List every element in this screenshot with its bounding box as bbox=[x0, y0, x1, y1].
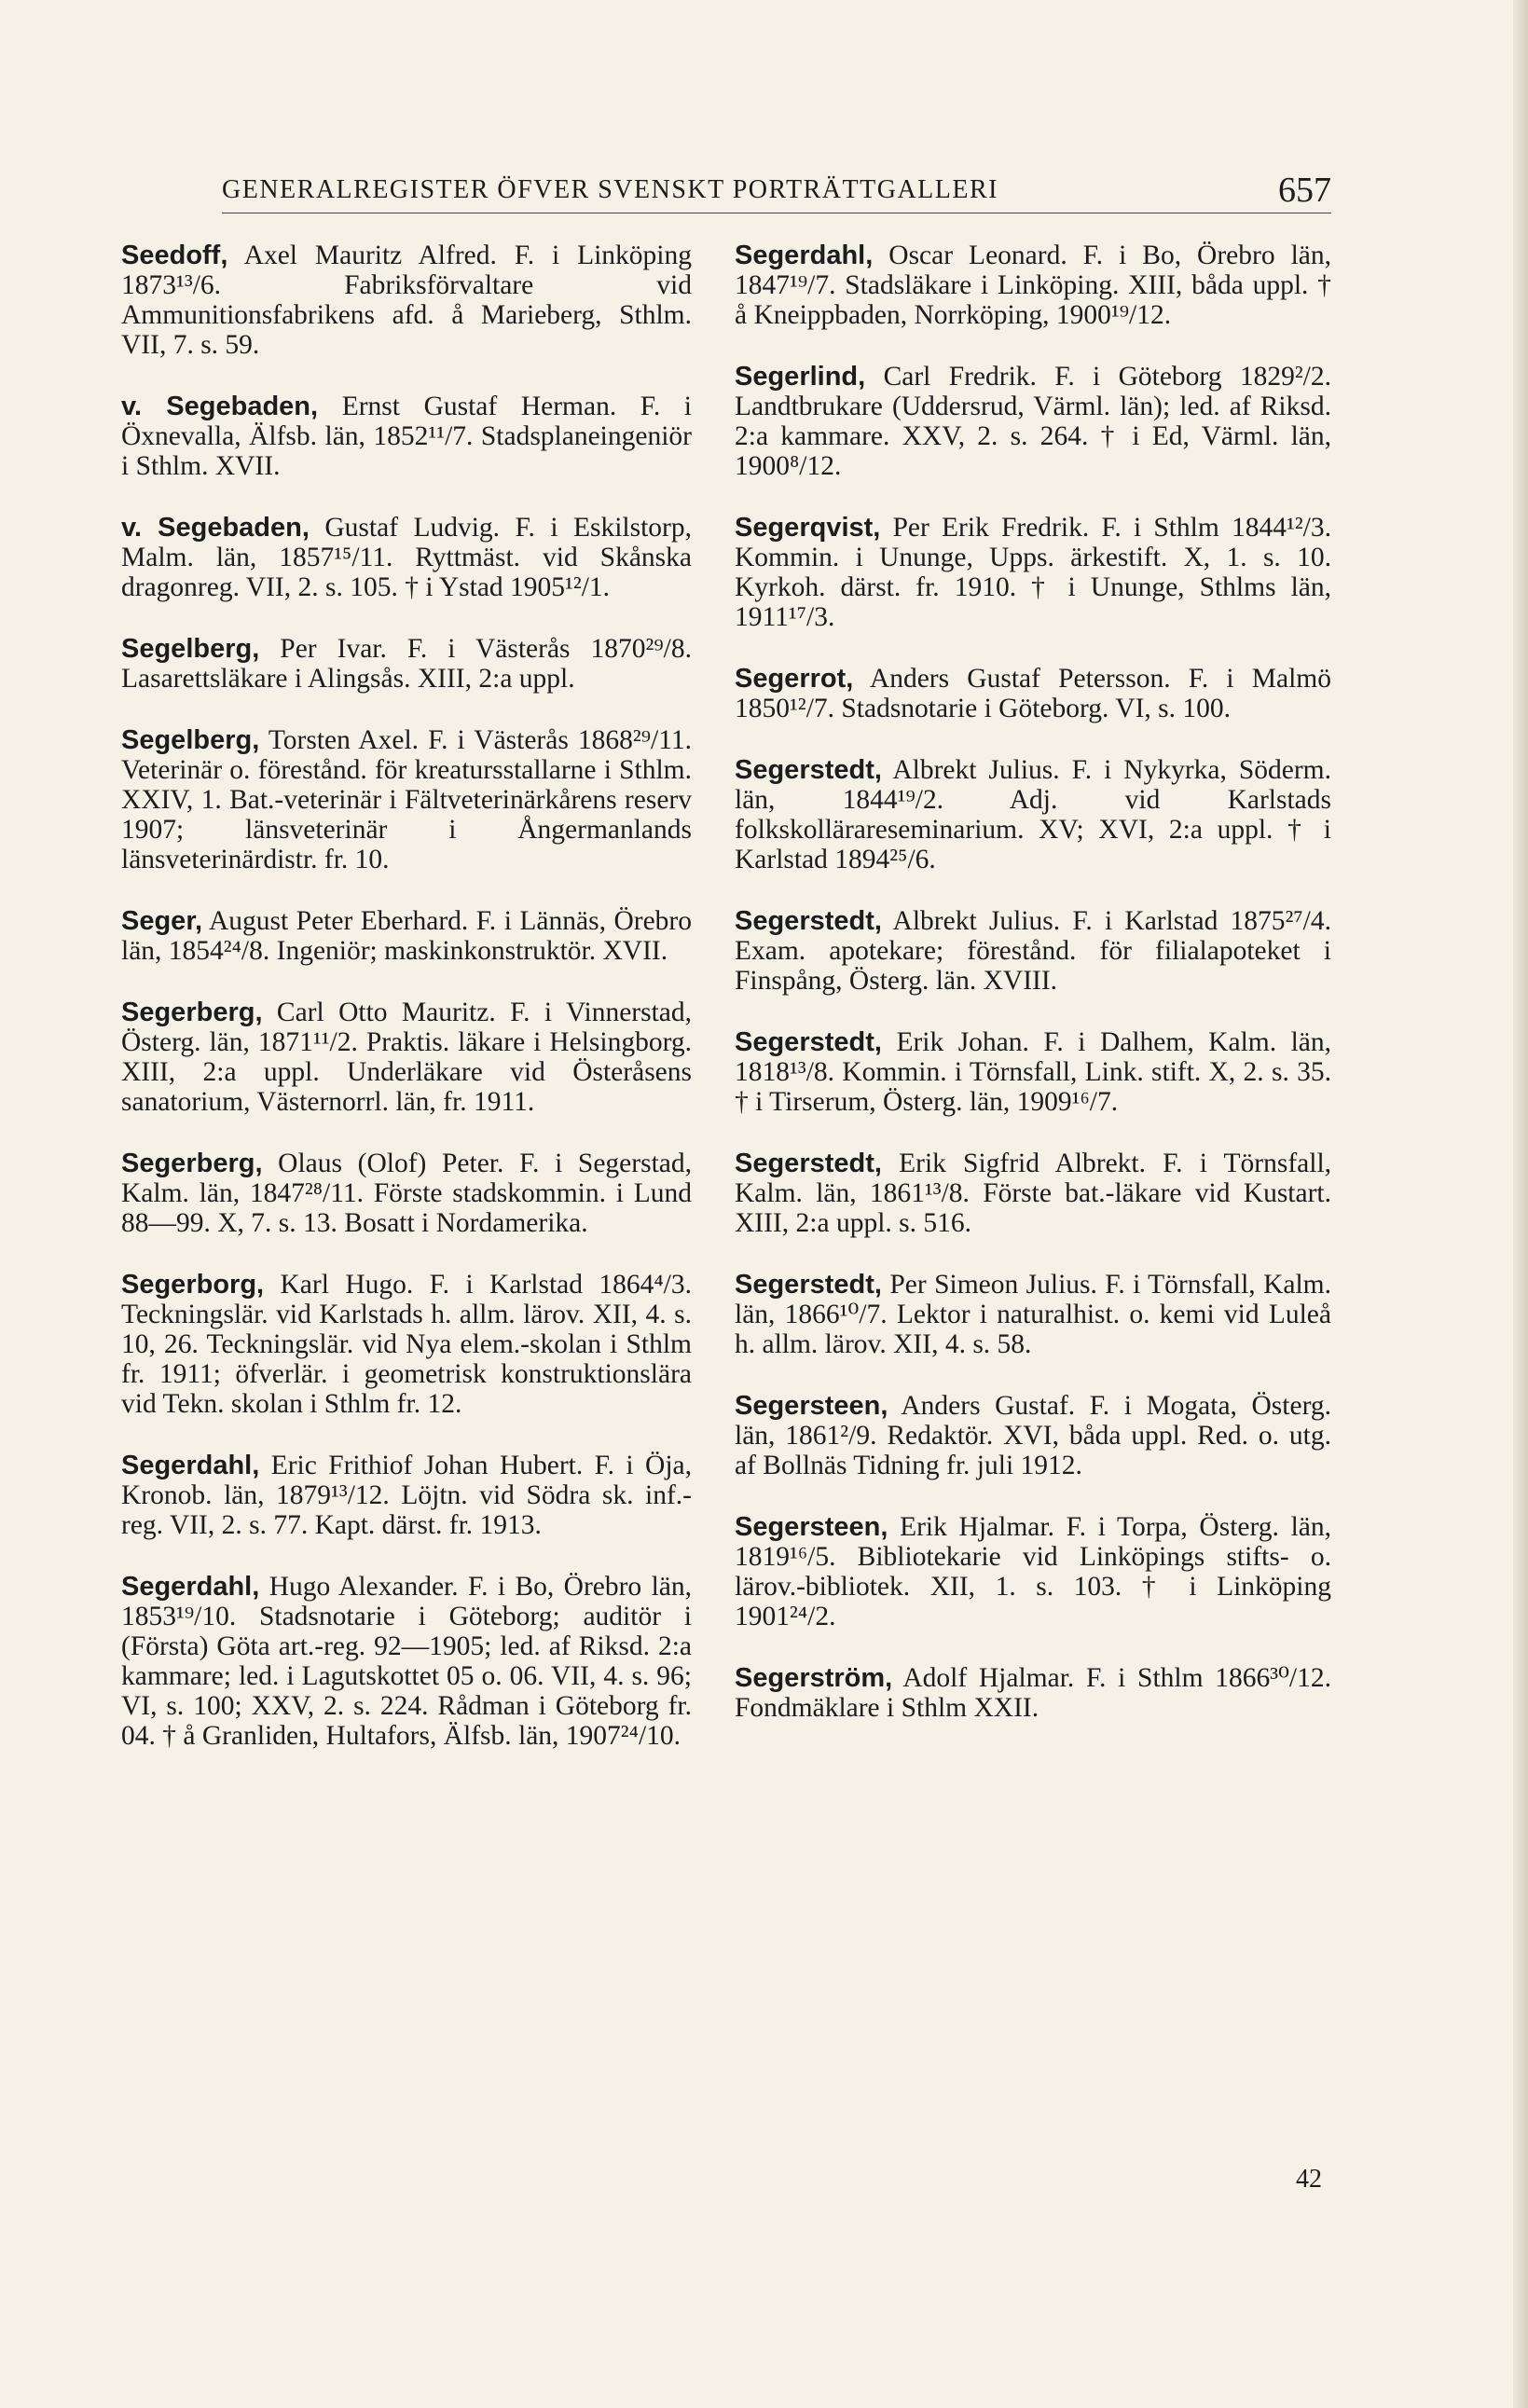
register-entry bbox=[121, 998, 692, 1117]
entry-surname: Segerstedt, bbox=[735, 1149, 882, 1178]
running-title: GENERALREGISTER ÖFVER SVENSKT PORTRÄTTGALLERI bbox=[222, 175, 998, 204]
entry-text: Hugo Alexander. F. i Bo, Örebro län, 1853¹⁹/10. Stadsnotarie i Göteborg; auditör i (Första) Göta art.-reg. 92—1905; led. af Riksd. 2:a kammare; led. i Lagutskottet 05 o. 06. VII, 4. s. 96; VI, s. 100; XXV, 2. s. 224. Rådman i Göteborg fr. 04. † å Granliden, Hultafors, Älfsb. län, 1907²⁴/10. bbox=[121, 1572, 693, 1751]
entry-surname: Segersteen, bbox=[735, 1391, 888, 1421]
entry-surname: Segerborg, bbox=[121, 1270, 265, 1300]
entry-surname: Segerström, bbox=[735, 1663, 893, 1693]
page-number: 657 bbox=[1278, 171, 1331, 210]
register-entry bbox=[121, 1572, 692, 1751]
entry-surname: Segerberg, bbox=[121, 998, 263, 1027]
left-column bbox=[121, 241, 692, 1782]
register-entry bbox=[735, 664, 1331, 723]
right-column bbox=[735, 241, 1331, 1754]
register-entry bbox=[121, 1451, 692, 1540]
signature-mark: 42 bbox=[1296, 2165, 1322, 2194]
register-entry bbox=[735, 513, 1331, 632]
entry-text: Karl Hugo. F. i Karlstad 1864⁴/3. Teckningslär. vid Karlstads h. allm. lärov. XII, 4. s. 10, 26. Teckningslär. vid Nya elem.-skolan i Sthlm fr. 1911; öfverlär. i geometrisk konstruktionslära vid Tekn. skolan i Sthlm fr. 12. bbox=[121, 1270, 692, 1419]
entry-surname: Segerdahl, bbox=[735, 241, 874, 270]
entry-text: Adolf Hjalmar. F. i Sthlm 1866³⁰/12. Fondmäklare i Sthlm XXII. bbox=[735, 1663, 1331, 1723]
entry-text: Per Erik Fredrik. F. i Sthlm 1844¹²/3. Kommin. i Ununge, Upps. ärkestift. X, 1. s. 10. Kyrkoh. därst. fr. 1910. † i Ununge, Sthlms län, 1911¹⁷/3. bbox=[735, 513, 1331, 632]
entry-text: Carl Fredrik. F. i Göteborg 1829²/2. Landtbrukare (Uddersrud, Värml. län); led. af Riksd. 2:a kammare. XXV, 2. s. 264. † i Ed, Värml. län, 1900⁸/12. bbox=[735, 362, 1331, 481]
entry-surname: Segerberg, bbox=[121, 1149, 263, 1178]
entry-text: Albrekt Julius. F. i Karlstad 1875²⁷/4. Exam. apotekare; förestånd. för filialapoteket i Finspång, Österg. län. XVIII. bbox=[735, 906, 1331, 996]
entry-text: Anders Gustaf. F. i Mogata, Österg. län, 1861²/9. Redaktör. XVI, båda uppl. Red. o. utg. af Bollnäs Tidning fr. juli 1912. bbox=[735, 1391, 1331, 1480]
register-entry bbox=[735, 241, 1331, 330]
register-entry bbox=[735, 906, 1331, 996]
entry-text: Erik Johan. F. i Dalhem, Kalm. län, 1818¹³/8. Kommin. i Törnsfall, Link. stift. X, 2. s. 35. † i Tirserum, Österg. län, 1909¹⁶/7. bbox=[735, 1027, 1331, 1117]
register-entry bbox=[121, 1149, 692, 1238]
page-header bbox=[222, 166, 1331, 213]
entry-text: August Peter Eberhard. F. i Lännäs, Örebro län, 1854²⁴/8. Ingeniör; maskinkonstruktör. XVII. bbox=[121, 906, 692, 966]
entry-surname: Segelberg, bbox=[121, 725, 260, 755]
entry-text: Albrekt Julius. F. i Nykyrka, Söderm. län, 1844¹⁹/2. Adj. vid Karlstads folkskollärareseminarium. XV; XVI, 2:a uppl. † i Karlstad 1894²⁵/6. bbox=[735, 755, 1331, 874]
entry-text: Erik Sigfrid Albrekt. F. i Törnsfall, Kalm. län, 1861¹³/8. Förste bat.-läkare vid Kustart. XIII, 2:a uppl. s. 516. bbox=[735, 1149, 1332, 1238]
entry-text: Ernst Gustaf Herman. F. i Öxnevalla, Älfsb. län, 1852¹¹/7. Stadsplaneingeniör i Sthlm. XVII. bbox=[121, 392, 693, 481]
entry-text: Torsten Axel. F. i Västerås 1868²⁹/11. Veterinär o. förestånd. för kreatursstallarne i Sthlm. XXIV, 1. Bat.-veterinär i Fältveterinärkårens reserv 1907; länsveterinär i Ångermanlands länsveterinärdistr. fr. 10. bbox=[121, 725, 692, 874]
register-entry bbox=[121, 513, 692, 602]
entry-surname: Segerqvist, bbox=[735, 513, 881, 543]
register-entry bbox=[121, 634, 692, 694]
entry-text: Eric Frithiof Johan Hubert. F. i Öja, Kronob. län, 1879¹³/12. Löjtn. vid Södra sk. inf.-reg. VII, 2. s. 77. Kapt. därst. fr. 1913. bbox=[121, 1451, 692, 1540]
register-entry bbox=[121, 1270, 692, 1419]
register-entry bbox=[121, 906, 692, 966]
entry-surname: v. Segebaden, bbox=[121, 513, 310, 543]
register-entry bbox=[735, 1663, 1331, 1723]
entry-surname: Segerdahl, bbox=[121, 1572, 260, 1602]
entry-surname: Segerstedt, bbox=[735, 906, 882, 936]
entry-surname: Seedoff, bbox=[121, 241, 228, 270]
register-entry bbox=[735, 1149, 1331, 1238]
register-entry bbox=[735, 1512, 1331, 1631]
entry-text: Anders Gustaf Petersson. F. i Malmö 1850¹²/7. Stadsnotarie i Göteborg. VI, s. 100. bbox=[735, 664, 1331, 723]
entry-text: Gustaf Ludvig. F. i Eskilstorp, Malm. län, 1857¹⁵/11. Ryttmäst. vid Skånska dragonreg. VII, 2. s. 105. † i Ystad 1905¹²/1. bbox=[121, 513, 692, 602]
entry-text: Erik Hjalmar. F. i Torpa, Österg. län, 1819¹⁶/5. Bibliotekarie vid Linköpings stifts- o. lärov.-bibliotek. XII, 1. s. 103. † i Linköping 1901²⁴/2. bbox=[735, 1512, 1331, 1631]
register-entry bbox=[735, 755, 1331, 874]
register-entry bbox=[735, 1391, 1331, 1480]
register-entry bbox=[735, 362, 1331, 481]
entry-text: Oscar Leonard. F. i Bo, Örebro län, 1847¹⁹/7. Stadsläkare i Linköping. XIII, båda uppl. † å Kneippbaden, Norrköping, 1900¹⁹/12. bbox=[735, 241, 1331, 330]
entry-surname: v. Segebaden, bbox=[121, 392, 319, 421]
entry-surname: Seger, bbox=[121, 906, 203, 936]
entry-text: Axel Mauritz Alfred. F. i Linköping 1873¹³/6. Fabriksförvaltare vid Ammunitionsfabrikens afd. å Marieberg, Sthlm. VII, 7. s. 59. bbox=[121, 241, 692, 360]
register-entry bbox=[121, 725, 692, 874]
register-entry bbox=[735, 1270, 1331, 1359]
register-entry bbox=[735, 1027, 1331, 1117]
entry-text: Per Ivar. F. i Västerås 1870²⁹/8. Lasarettsläkare i Alingsås. XIII, 2:a uppl. bbox=[121, 634, 692, 694]
entry-text: Olaus (Olof) Peter. F. i Segerstad, Kalm. län, 1847²⁸/11. Förste stadskommin. i Lund 88—99. X, 7. s. 13. Bosatt i Nordamerika. bbox=[121, 1149, 692, 1238]
entry-surname: Segerstedt, bbox=[735, 1270, 882, 1300]
entry-surname: Segerdahl, bbox=[121, 1451, 260, 1480]
register-entry bbox=[121, 392, 692, 481]
entry-text: Carl Otto Mauritz. F. i Vinnerstad, Österg. län, 1871¹¹/2. Praktis. läkare i Helsingborg. XIII, 2:a uppl. Underläkare vid Österåsens sanatorium, Västernorrl. län, fr. 1911. bbox=[121, 998, 693, 1117]
entry-surname: Segerlind, bbox=[735, 362, 866, 392]
entry-text: Per Simeon Julius. F. i Törnsfall, Kalm. län, 1866¹⁰/7. Lektor i naturalhist. o. kemi vid Luleå h. allm. lärov. XII, 4. s. 58. bbox=[735, 1270, 1331, 1359]
entry-surname: Segerstedt, bbox=[735, 1027, 882, 1057]
register-entry bbox=[121, 241, 692, 360]
page-edge-shadow bbox=[1513, 0, 1528, 2408]
entry-surname: Segerstedt, bbox=[735, 755, 882, 785]
entry-surname: Segelberg, bbox=[121, 634, 260, 664]
entry-surname: Segerrot, bbox=[735, 664, 854, 694]
entry-surname: Segersteen, bbox=[735, 1512, 888, 1542]
